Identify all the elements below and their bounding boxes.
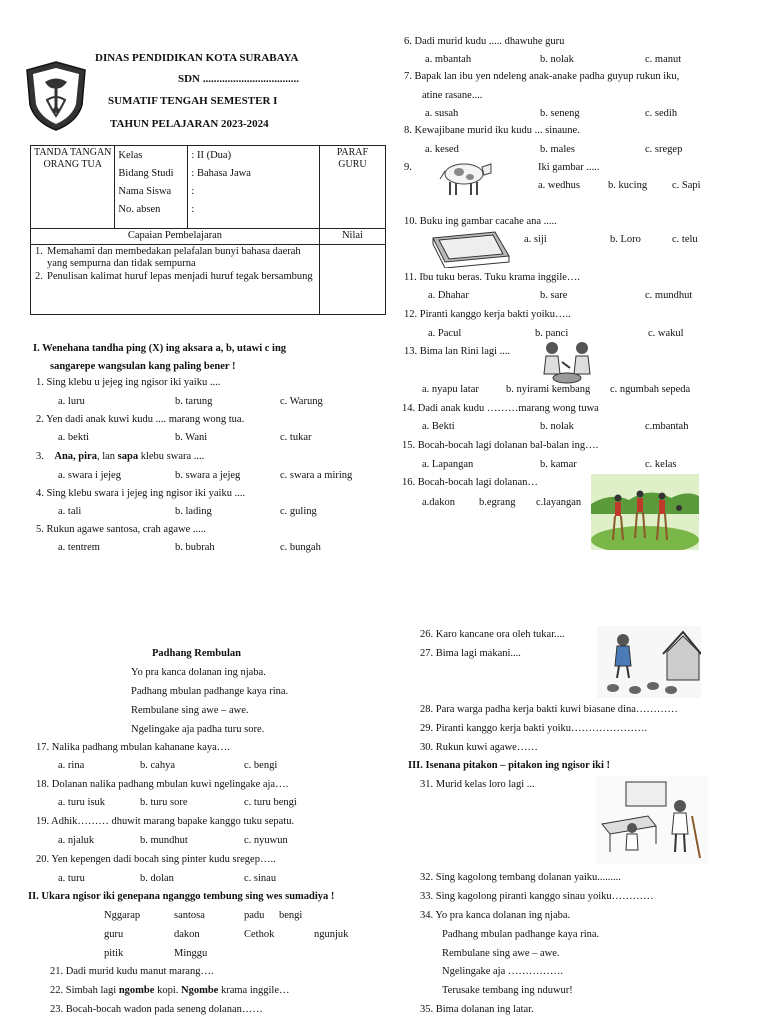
q2-option-c[interactable]: c. tukar <box>280 432 312 443</box>
q6-option-c[interactable]: c. manut <box>645 54 682 65</box>
question-2: 2. Yen dadi anak kuwi kudu .... marang wong tua. <box>36 414 245 425</box>
nama-value[interactable]: : <box>191 185 195 197</box>
q18-option-c[interactable]: c. turu bengi <box>244 797 297 808</box>
word-bank-3-2: Minggu <box>174 948 208 959</box>
q6-option-a[interactable]: a. mbantah <box>425 54 472 65</box>
q12-option-a[interactable]: a. Pacul <box>428 328 462 339</box>
q14-option-c[interactable]: c.mbantah <box>645 421 689 432</box>
q13-option-c[interactable]: c. ngumbah sepeda <box>610 384 691 395</box>
header-line1: DINAS PENDIDIKAN KOTA SURABAYA <box>95 52 299 64</box>
q5-option-c[interactable]: c. bungah <box>280 542 321 553</box>
q2-option-b[interactable]: b. Wani <box>175 432 208 443</box>
word-bank-2-1: guru <box>104 929 124 940</box>
word-bank-2-2: dakon <box>174 929 200 940</box>
q20-option-a[interactable]: a. turu <box>58 873 85 884</box>
question-9: 9. <box>404 162 412 173</box>
q4-option-a[interactable]: a. tali <box>58 506 82 517</box>
poem-line-3: Rembulane sing awe – awe. <box>131 705 249 716</box>
book-icon <box>425 228 511 268</box>
word-bank-1-4: bengi <box>279 910 303 921</box>
q20-option-b[interactable]: b. dolan <box>140 873 174 884</box>
word-bank-1-3: padu <box>244 910 265 921</box>
item-26: 26. Karo kancane ora oleh tukar.... <box>420 629 565 640</box>
q4-option-c[interactable]: c. guling <box>280 506 317 517</box>
q15-option-a[interactable]: a. Lapangan <box>422 459 474 470</box>
q9-option-a[interactable]: a. wedhus <box>538 180 580 191</box>
kelas-value: : II (Dua) <box>191 150 232 161</box>
tanda-tangan-cell[interactable]: TANDA TANGAN ORANG TUA <box>31 146 115 229</box>
cow-icon <box>437 155 493 197</box>
q17-option-c[interactable]: c. bengi <box>244 760 278 771</box>
q19-option-c[interactable]: c. nyuwun <box>244 835 288 846</box>
q5-option-b[interactable]: b. bubrah <box>175 542 215 553</box>
capaian-list: 1. Memahami dan membedakan pelafalan bunyi bahasa daerah yang sempurna dan tidak sempurna 2. Penulisan kalimat huruf lepas menjadi huruf tegak bersambung <box>31 244 320 314</box>
capaian-label: Capaian Pembelajaran <box>31 229 320 245</box>
q17-option-b[interactable]: b. cahya <box>140 760 175 771</box>
paraf-guru-cell[interactable]: PARAF GURU <box>319 146 385 229</box>
header-line4: TAHUN PELAJARAN 2023-2024 <box>110 118 269 130</box>
question-4: 4. Sing klebu swara i jejeg ing ngisor iki yaiku .... <box>36 488 246 499</box>
question-12: 12. Piranti kanggo kerja bakti yoiku….. <box>404 309 571 320</box>
q15-option-b[interactable]: b. kamar <box>540 459 577 470</box>
item-34-line-2: Padhang mbulan padhange kaya rina. <box>442 929 600 940</box>
q16-option-c[interactable]: c.layangan <box>536 497 582 508</box>
q14-option-b[interactable]: b. nolak <box>540 421 574 432</box>
question-17: 17. Nalika padhang mbulan kahanane kaya…. <box>36 742 230 753</box>
question-10: 10. Buku ing gambar cacahe ana ..... <box>404 216 557 227</box>
q3-option-b[interactable]: b. swara a jejeg <box>175 470 241 481</box>
q9-option-c[interactable]: c. Sapi <box>672 180 701 191</box>
item-34: 34. Yo pra kanca dolanan ing njaba. <box>420 910 571 921</box>
question-14: 14. Dadi anak kudu ………marang wong tuwa <box>402 403 599 414</box>
question-18: 18. Dolanan nalika padhang mbulan kuwi ngelingake aja…. <box>36 779 289 790</box>
question-11: 11. Ibu tuku beras. Tuku krama inggile…. <box>404 272 581 283</box>
q6-option-b[interactable]: b. nolak <box>540 54 574 65</box>
q11-option-c[interactable]: c. mundhut <box>645 290 693 301</box>
student-info-table <box>30 145 386 315</box>
q9-option-b[interactable]: b. kucing <box>608 180 648 191</box>
q14-option-a[interactable]: a. Bekti <box>422 421 455 432</box>
question-5: 5. Rukun agawe santosa, crah agawe ..... <box>36 524 206 535</box>
q19-option-a[interactable]: a. njaluk <box>58 835 95 846</box>
poem-title: Padhang Rembulan <box>152 648 241 659</box>
q3-option-c[interactable]: c. swara a miring <box>280 470 353 481</box>
item-31: 31. Murid kelas loro lagi ... <box>420 779 535 790</box>
section3-title: III. Isenana pitakon – pitakon ing ngisor iki ! <box>408 760 611 771</box>
surabaya-emblem-logo <box>25 60 87 132</box>
q7-option-c[interactable]: c. sedih <box>645 108 678 119</box>
word-bank-2-3: Cethok <box>244 929 275 940</box>
header-line2: SDN ................................... <box>178 73 300 85</box>
item-22: 22. Simbah lagi ngombe kopi. Ngombe krama inggile… <box>50 985 290 996</box>
question-19: 19. Adhik……… dhuwit marang bapake kanggo tuku sepatu. <box>36 816 295 827</box>
q1-option-a[interactable]: a. luru <box>58 396 85 407</box>
question-15: 15. Bocah-bocah lagi dolanan bal-balan ing…. <box>402 440 599 451</box>
nilai-cell[interactable] <box>319 244 385 314</box>
section2-title: II. Ukara ngisor iki genepana nganggo tembung sing wes sumadiya ! <box>28 891 335 902</box>
nilai-label: Nilai <box>319 229 385 245</box>
question-3: 3. Ana, pira, lan sapa klebu swara .... <box>36 451 205 462</box>
question-16: 16. Bocah-bocah lagi dolanan… <box>402 477 538 488</box>
q19-option-b[interactable]: b. mundhut <box>140 835 188 846</box>
item-23: 23. Bocah-bocah wadon pada seneng dolanan…… <box>50 1004 263 1015</box>
poem-line-1: Yo pra kanca dolanan ing njaba. <box>131 667 266 678</box>
q13-option-a[interactable]: a. nyapu latar <box>422 384 479 395</box>
absen-value[interactable]: : <box>191 203 195 215</box>
question-13: 13. Bima lan Rini lagi .... <box>404 346 511 357</box>
children-watering-icon <box>536 338 600 386</box>
word-bank-1-1: Nggarap <box>104 910 141 921</box>
item-30: 30. Rukun kuwi agawe…… <box>420 742 538 753</box>
q4-option-b[interactable]: b. lading <box>175 506 212 517</box>
item-28: 28. Para warga padha kerja bakti kuwi biasane dina………… <box>420 704 678 715</box>
question-8: 8. Kewajibane murid iku kudu ... sinaune. <box>404 125 580 136</box>
q8-option-c[interactable]: c. sregep <box>645 144 683 155</box>
kelas-label: Kelas <box>118 150 143 161</box>
children-cleaning-classroom-icon <box>596 776 708 864</box>
q13-option-b[interactable]: b. nyirami kembang <box>506 384 591 395</box>
question-7-cont: atine rasane.... <box>422 90 483 101</box>
q1-option-c[interactable]: c. Warung <box>280 396 323 407</box>
q16-option-b[interactable]: b.egrang <box>479 497 516 508</box>
item-33: 33. Sing kagolong piranti kanggo sinau yoiku………… <box>420 891 654 902</box>
question-9-text: Iki gambar ..... <box>538 162 600 173</box>
section1-title-a: I. Wenehana tandha ping (X) ing aksara a, b, utawi c ing <box>33 343 287 354</box>
item-34-line-4: Ngelingake aja ……………. <box>442 966 564 977</box>
children-stilts-game-icon <box>591 474 699 550</box>
q1-option-b[interactable]: b. tarung <box>175 396 213 407</box>
bidang-label: Bidang Studi <box>118 167 174 179</box>
poem-line-2: Padhang mbulan padhange kaya rina. <box>131 686 289 697</box>
question-7: 7. Bapak lan ibu yen ndeleng anak-anake padha guyup rukun iku, <box>404 71 680 82</box>
q8-option-b[interactable]: b. males <box>540 144 575 155</box>
item-32: 32. Sing kagolong tembang dolanan yaiku......... <box>420 872 621 883</box>
question-6: 6. Dadi murid kudu ..... dhawuhe guru <box>404 36 565 47</box>
q5-option-a[interactable]: a. tentrem <box>58 542 100 553</box>
word-bank-2-4: ngunjuk <box>314 929 349 940</box>
q12-option-c[interactable]: c. wakul <box>648 328 684 339</box>
capaian-item-1: Memahami dan membedakan pelafalan bunyi bahasa daerah yang sempurna dan tidak sempurna <box>47 245 301 270</box>
q10-option-b[interactable]: b. Loro <box>610 234 641 245</box>
nama-label: Nama Siswa <box>118 185 172 197</box>
question-20: 20. Yen kepengen dadi bocah sing pinter kudu sregep….. <box>36 854 276 865</box>
poem-line-4: Ngelingake aja padha turu sore. <box>131 724 265 735</box>
q17-option-a[interactable]: a. rina <box>58 760 85 771</box>
word-bank-1-2: santosa <box>174 910 205 921</box>
q2-option-a[interactable]: a. bekti <box>58 432 89 443</box>
item-35: 35. Bima dolanan ing latar. <box>420 1004 534 1015</box>
q3-option-a[interactable]: a. swara i jejeg <box>58 470 121 481</box>
section1-title-b: sangarepe wangsulan kang paling bener ! <box>50 361 236 372</box>
item-27: 27. Bima lagi makani.... <box>420 648 521 659</box>
item-21: 21. Dadi murid kudu manut marang…. <box>50 966 214 977</box>
q12-option-b[interactable]: b. panci <box>535 328 569 339</box>
absen-label: No. absen <box>118 203 161 215</box>
q7-option-b[interactable]: b. seneng <box>540 108 580 119</box>
q18-option-a[interactable]: a. turu isuk <box>58 797 105 808</box>
child-feeding-chickens-icon <box>597 626 701 698</box>
word-bank-3-1: pitik <box>104 948 124 959</box>
q18-option-b[interactable]: b. turu sore <box>140 797 188 808</box>
q15-option-c[interactable]: c. kelas <box>645 459 677 470</box>
q10-option-a[interactable]: a. siji <box>524 234 547 245</box>
bidang-value: : Bahasa Jawa <box>191 167 251 179</box>
q11-option-b[interactable]: b. sare <box>540 290 568 301</box>
q7-option-a[interactable]: a. susah <box>425 108 459 119</box>
item-34-line-5: Terusake tembang ing nduwur! <box>442 985 573 996</box>
q10-option-c[interactable]: c. telu <box>672 234 698 245</box>
capaian-item-2: Penulisan kalimat huruf lepas menjadi huruf tegak bersambung <box>47 270 313 282</box>
q20-option-c[interactable]: c. sinau <box>244 873 277 884</box>
header-line3: SUMATIF TENGAH SEMESTER I <box>108 95 278 107</box>
item-29: 29. Piranti kanggo kerja bakti yoiku…………………. <box>420 723 648 734</box>
q8-option-a[interactable]: a. kesed <box>425 144 459 155</box>
q16-option-a[interactable]: a.dakon <box>422 497 455 508</box>
question-1: 1. Sing klebu u jejeg ing ngisor iki yaiku .... <box>36 377 221 388</box>
item-34-line-3: Rembulane sing awe – awe. <box>442 948 560 959</box>
q11-option-a[interactable]: a. Dhahar <box>428 290 469 301</box>
